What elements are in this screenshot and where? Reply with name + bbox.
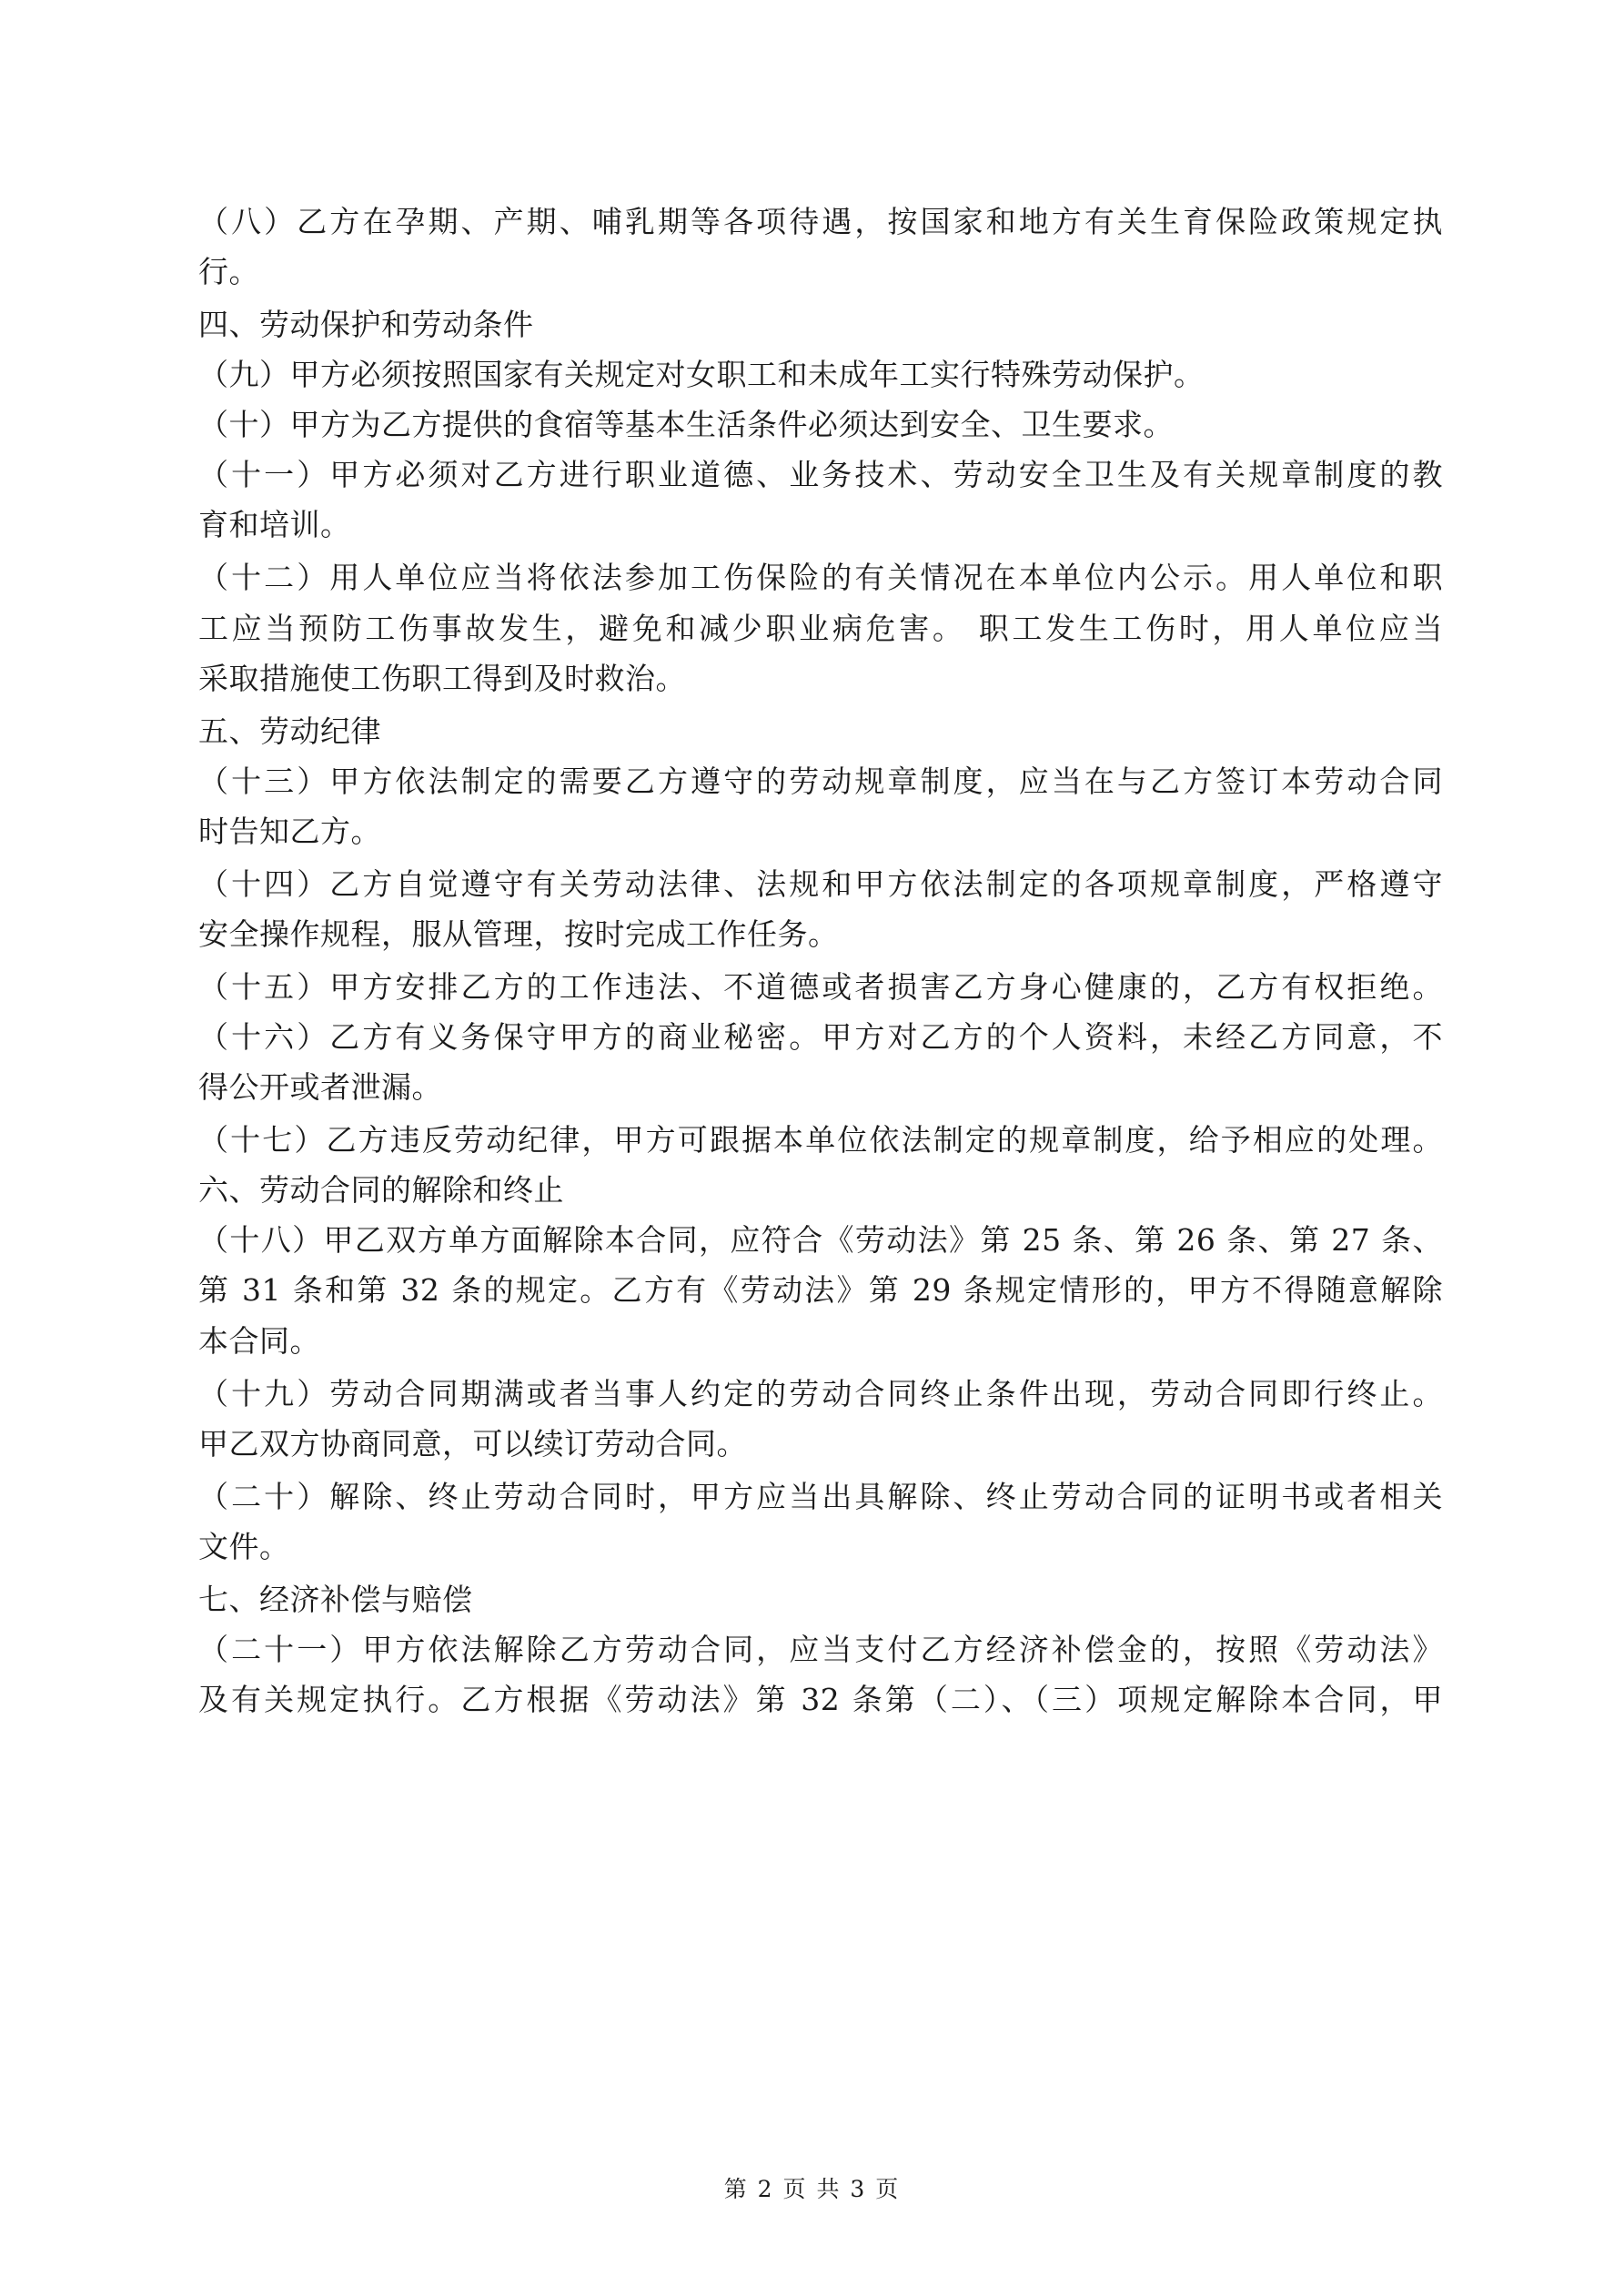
- text-line: 及有关规定执行。乙方根据《劳动法》第 32 条第（二）、（三）项规定解除本合同，甲: [198, 1681, 1443, 1717]
- text-line: 文件。: [198, 1528, 290, 1564]
- text-line: 工应当预防工伤事故发生，避免和减少职业病危害。 职工发生工伤时，用人单位应当: [198, 610, 1443, 646]
- text-line: 甲乙双方协商同意，可以续订劳动合同。: [198, 1425, 747, 1462]
- text-line: 第 31 条和第 32 条的规定。乙方有《劳动法》第 29 条规定情形的，甲方不得随意解除: [198, 1272, 1443, 1309]
- section-heading: 四、劳动保护和劳动条件: [198, 307, 534, 343]
- text-line: （十八）甲乙双方单方面解除本合同，应符合《劳动法》第 25 条、第 26 条、第 27 条、: [198, 1222, 1443, 1259]
- text-line: （九）甲方必须按照国家有关规定对女职工和未成年工实行特殊劳动保护。: [198, 357, 1205, 393]
- text-line: 本合同。: [198, 1322, 320, 1359]
- text-line: 得公开或者泄漏。: [198, 1069, 442, 1106]
- text-line: （十五）甲方安排乙方的工作违法、不道德或者损害乙方身心健康的，乙方有权拒绝。: [198, 968, 1443, 1005]
- text-line: （十二）用人单位应当将依法参加工伤保险的有关情况在本单位内公示。用人单位和职: [198, 560, 1443, 596]
- text-line: （十九）劳动合同期满或者当事人约定的劳动合同终止条件出现，劳动合同即行终止。: [198, 1375, 1443, 1411]
- text-line: （十一）甲方必须对乙方进行职业道德、业务技术、劳动安全卫生及有关规章制度的教: [198, 457, 1443, 493]
- text-line: （十三）甲方依法制定的需要乙方遵守的劳动规章制度，应当在与乙方签订本劳动合同: [198, 763, 1443, 799]
- text-line: 育和培训。: [198, 507, 351, 543]
- text-line: （二十）解除、终止劳动合同时，甲方应当出具解除、终止劳动合同的证明书或者相关: [198, 1478, 1443, 1514]
- text-line: 安全操作规程，服从管理，按时完成工作任务。: [198, 915, 839, 952]
- text-line: （八）乙方在孕期、产期、哺乳期等各项待遇，按国家和地方有关生育保险政策规定执: [198, 204, 1443, 239]
- text-line: （十六）乙方有义务保守甲方的商业秘密。甲方对乙方的个人资料，未经乙方同意，不: [198, 1019, 1443, 1056]
- text-line: （十七）乙方违反劳动纪律，甲方可跟据本单位依法制定的规章制度，给予相应的处理。: [198, 1122, 1443, 1158]
- text-line: （二十一）甲方依法解除乙方劳动合同，应当支付乙方经济补偿金的，按照《劳动法》: [198, 1631, 1443, 1667]
- section-heading: 五、劳动纪律: [198, 713, 381, 749]
- document-body: [198, 204, 1443, 1732]
- text-line: 采取措施使工伤职工得到及时救治。: [198, 660, 686, 696]
- section-heading: 六、劳动合同的解除和终止: [198, 1172, 564, 1209]
- section-heading: 七、经济补偿与赔偿: [198, 1581, 473, 1617]
- text-line: 时告知乙方。: [198, 813, 381, 849]
- text-line: （十）甲方为乙方提供的食宿等基本生活条件必须达到安全、卫生要求。: [198, 407, 1174, 443]
- text-line: （十四）乙方自觉遵守有关劳动法律、法规和甲方依法制定的各项规章制度，严格遵守: [198, 865, 1443, 902]
- text-line: 行。: [198, 254, 259, 290]
- page-number-footer: 第 2 页 共 3 页: [723, 2176, 901, 2202]
